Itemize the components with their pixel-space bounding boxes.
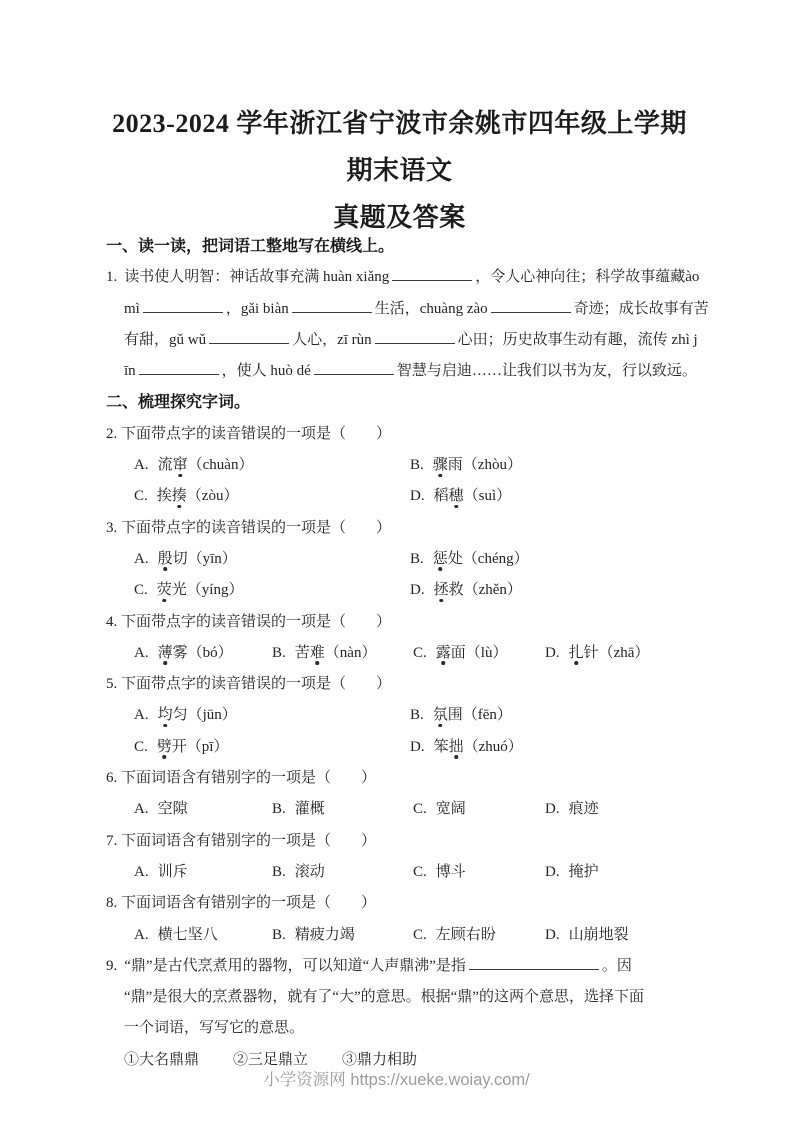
option-pinyin: 面（lù） <box>450 644 508 661</box>
answer-blank <box>314 360 394 375</box>
dotted-character: 骤 <box>432 457 448 474</box>
option-pinyin: 处（chéng） <box>447 550 529 567</box>
footer-watermark: 小学资源网 https://xueke.woiay.com/ <box>263 1071 530 1089</box>
question-4-option-a <box>134 638 272 669</box>
option-word: 博斗 <box>435 863 466 880</box>
question-8-option-d <box>545 920 629 951</box>
title-line2: 真题及答案 <box>333 203 466 232</box>
option-label: D. <box>410 582 425 599</box>
option-pinyin: 救（zhěn） <box>448 582 522 599</box>
dotted-character: 拯 <box>433 582 449 599</box>
option-word: 精疲力竭 <box>294 926 355 943</box>
question-1-line-2 <box>106 294 709 325</box>
question-1-text: 有甜，gǔ wǔ <box>124 331 207 348</box>
option-label: C. <box>413 863 427 880</box>
option-label: C. <box>413 926 427 943</box>
option-word: 训斥 <box>157 863 188 880</box>
question-1-text: 读书使人明智：神话故事充满 huàn xiǎng <box>124 269 390 286</box>
question-5-option-a <box>134 700 410 731</box>
title-line1: 2023-2024 学年浙江省宁波市余姚市四年级上学期期末语文 <box>112 109 687 185</box>
question-1-text: 智慧与启迪……让我们以书为友，行以致远。 <box>396 363 697 380</box>
question-7 <box>106 826 693 889</box>
question-4-option-d <box>545 638 649 669</box>
option-pinyin: 切（yīn） <box>172 550 237 567</box>
question-9-line-3: 一个词语，写写它的意思。 <box>124 1020 305 1037</box>
question-1-text: 心田；历史故事生动有趣，流传 zhì j <box>457 331 698 348</box>
option-word: 滚动 <box>294 863 325 880</box>
option-label: D. <box>545 801 560 818</box>
option-word: 空隙 <box>157 801 188 818</box>
option-pinyin: （suì） <box>463 488 512 505</box>
dotted-character: 窜 <box>172 457 188 474</box>
q9-word-option-1: ①大名鼎鼎 <box>124 1051 200 1068</box>
option-word: 苦 <box>294 644 310 661</box>
question-3-option-d <box>410 575 522 606</box>
dotted-character: 揍 <box>171 488 187 505</box>
question-1-text: 生活，chuàng zào <box>374 300 488 317</box>
question-9-line-2: “鼎”是很大的烹煮器物，就有了“大”的意思。根据“鼎”的这两个意思，选择下面 <box>124 989 644 1006</box>
question-1-text: ，使人 huò dé <box>221 363 311 380</box>
question-2-option-a <box>134 450 410 481</box>
question-9-line-1 <box>106 951 693 982</box>
question-2-stem: 2. 下面带点字的读音错误的一项是（ ） <box>106 425 392 442</box>
question-7-option-a <box>134 857 272 888</box>
question-7-option-c <box>413 857 545 888</box>
question-8 <box>106 888 693 951</box>
option-label: C. <box>413 801 427 818</box>
dotted-character: 穗 <box>448 488 464 505</box>
option-label: A. <box>134 550 149 567</box>
option-label: D. <box>410 488 425 505</box>
question-5 <box>106 669 693 763</box>
answer-blank <box>375 329 455 344</box>
question-5-option-c <box>134 732 410 763</box>
question-6-stem: 6. 下面词语含有错别字的一项是（ ） <box>106 770 377 787</box>
section-1-heading: 一、读一读，把词语工整地写在横线上。 <box>106 238 395 255</box>
option-label: A. <box>134 707 149 724</box>
question-8-option-b <box>272 920 413 951</box>
question-8-stem: 8. 下面词语含有错别字的一项是（ ） <box>106 895 377 912</box>
option-label: C. <box>134 582 148 599</box>
question-9-text: “鼎”是古代烹煮用的器物，可以知道“人声鼎沸”是指 <box>124 957 466 974</box>
answer-blank <box>143 298 223 313</box>
question-9 <box>106 951 693 1076</box>
answer-blank <box>491 298 571 313</box>
question-9-number: 9. <box>106 957 118 974</box>
option-label: D. <box>410 738 425 755</box>
option-pinyin: 匀（jūn） <box>172 707 237 724</box>
question-4-stem: 4. 下面带点字的读音错误的一项是（ ） <box>106 613 392 630</box>
question-1-text: 奇迹；成长故事有苦 <box>573 300 709 317</box>
question-1-text: mì <box>124 300 140 317</box>
option-label: A. <box>134 801 149 818</box>
option-label: C. <box>413 644 427 661</box>
answer-blank <box>209 329 289 344</box>
question-6-option-b <box>272 794 413 825</box>
question-1-line-3 <box>106 325 698 356</box>
option-label: A. <box>134 863 149 880</box>
dotted-character: 拙 <box>448 738 464 755</box>
option-label: D. <box>545 863 560 880</box>
option-pinyin: 围（fēn） <box>447 707 512 724</box>
option-word: 笨 <box>433 738 449 755</box>
option-label: B. <box>410 707 424 724</box>
option-word: 流 <box>157 457 173 474</box>
question-8-option-c <box>413 920 545 951</box>
question-3-stem: 3. 下面带点字的读音错误的一项是（ ） <box>106 519 392 536</box>
q9-word-option-2: ②三足鼎立 <box>233 1051 309 1068</box>
option-pinyin: 雾（bó） <box>172 644 233 661</box>
dotted-character: 露 <box>435 644 451 661</box>
option-word: 稻 <box>433 488 449 505</box>
question-6-option-d <box>545 794 599 825</box>
option-word: 挨 <box>156 488 172 505</box>
question-1-line-1 <box>106 262 700 293</box>
section-2-heading: 二、梳理探究字词。 <box>106 394 251 412</box>
option-label: B. <box>272 926 286 943</box>
question-6-option-c <box>413 794 545 825</box>
dotted-character: 劈 <box>156 738 172 755</box>
option-label: A. <box>134 926 149 943</box>
question-2-option-d <box>410 481 511 512</box>
option-label: B. <box>272 801 286 818</box>
option-word: 山崩地裂 <box>568 926 629 943</box>
option-word: 横七坚八 <box>157 926 218 943</box>
question-2-option-b <box>410 450 522 481</box>
dotted-character: 扎 <box>568 644 584 661</box>
question-5-option-d <box>410 732 523 763</box>
question-1-line-4 <box>106 356 697 387</box>
question-7-option-b <box>272 857 413 888</box>
answer-blank <box>292 298 372 313</box>
question-1-text: ，gǎi biàn <box>225 300 289 317</box>
dotted-character: 均 <box>157 707 173 724</box>
option-label: D. <box>545 926 560 943</box>
question-5-option-b <box>410 700 512 731</box>
question-1-text: īn <box>124 363 136 380</box>
answer-blank <box>139 360 219 375</box>
option-pinyin: 针（zhā） <box>583 644 650 661</box>
q9-word-option-3: ③鼎力相助 <box>342 1051 418 1068</box>
option-pinyin: 雨（zhòu） <box>447 457 522 474</box>
dotted-character: 殷 <box>157 550 173 567</box>
question-7-option-d <box>545 857 599 888</box>
option-pinyin: 光（yíng） <box>171 582 244 599</box>
question-4-option-c <box>413 638 545 669</box>
question-8-option-a <box>134 920 272 951</box>
question-7-stem: 7. 下面词语含有错别字的一项是（ ） <box>106 832 377 849</box>
question-2-option-c <box>134 481 410 512</box>
option-word: 痕迹 <box>568 801 599 818</box>
question-1-text: 人心，zī rùn <box>292 331 372 348</box>
option-label: D. <box>545 644 560 661</box>
option-word: 左顾右盼 <box>435 926 496 943</box>
question-6 <box>106 763 693 826</box>
answer-blank <box>469 955 599 970</box>
answer-blank <box>392 266 472 281</box>
question-1-number: 1. <box>106 269 118 286</box>
option-label: B. <box>410 550 424 567</box>
option-label: B. <box>410 457 424 474</box>
option-label: B. <box>272 644 286 661</box>
option-pinyin: 开（pī） <box>171 738 229 755</box>
question-9-text: 。因 <box>601 957 632 974</box>
option-label: C. <box>134 488 148 505</box>
question-4 <box>106 607 693 670</box>
option-label: A. <box>134 457 149 474</box>
question-1-text: ，令人心神向往；科学故事蕴藏ào <box>475 269 700 286</box>
option-word: 灌概 <box>294 801 325 818</box>
option-label: B. <box>272 863 286 880</box>
question-6-option-a <box>134 794 272 825</box>
dotted-character: 惩 <box>432 550 448 567</box>
option-pinyin: （chuàn） <box>187 457 254 474</box>
question-4-option-b <box>272 638 413 669</box>
option-pinyin: （zòu） <box>186 488 239 505</box>
question-3-option-b <box>410 544 529 575</box>
dotted-character: 荧 <box>156 582 172 599</box>
question-5-stem: 5. 下面带点字的读音错误的一项是（ ） <box>106 676 392 693</box>
question-3-option-c <box>134 575 410 606</box>
option-word: 宽阔 <box>435 801 466 818</box>
exam-body <box>106 231 709 1076</box>
option-pinyin: （nàn） <box>324 644 377 661</box>
option-word: 掩护 <box>568 863 599 880</box>
exam-title <box>106 100 693 241</box>
option-pinyin: （zhuó） <box>463 738 523 755</box>
option-label: A. <box>134 644 149 661</box>
dotted-character: 难 <box>309 644 325 661</box>
dotted-character: 薄 <box>157 644 173 661</box>
dotted-character: 氛 <box>432 707 448 724</box>
question-3-option-a <box>134 544 410 575</box>
question-2 <box>106 419 693 513</box>
option-label: C. <box>134 738 148 755</box>
question-1 <box>106 262 709 387</box>
question-3 <box>106 513 693 607</box>
